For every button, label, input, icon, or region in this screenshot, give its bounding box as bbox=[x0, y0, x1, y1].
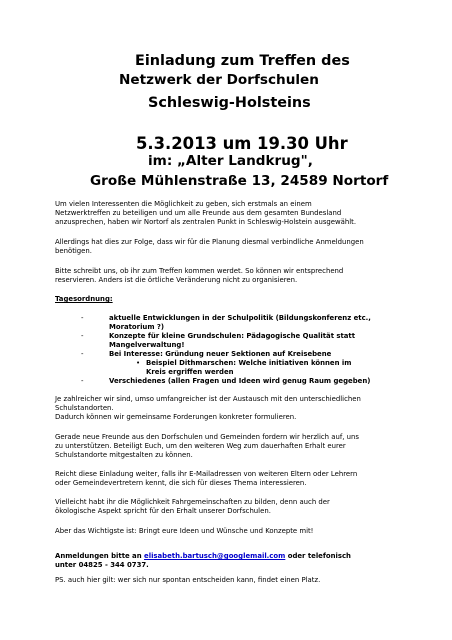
body-p5-line1: Gerade neue Freunde aus den Dorfschulen und Gemeinden fordern wir herzlich auf, uns bbox=[55, 433, 359, 441]
intro-p3-line1: Bitte schreibt uns, ob ihr zum Treffen kommen werdet. So können wir entsprechend bbox=[55, 267, 344, 275]
intro-p1-line1: Um vielen Interessenten die Möglichkeit zu geben, sich erstmals an einem bbox=[55, 200, 312, 208]
registration-line2: unter 04825 - 344 0737. bbox=[55, 561, 149, 569]
title-line-3: Schleswig-Holsteins bbox=[148, 95, 311, 111]
agenda-dash-3: - bbox=[81, 350, 84, 358]
body-p7-line1: Vielleicht habt ihr die Möglichkeit Fahrgemeinschaften zu bilden, denn auch der bbox=[55, 498, 330, 506]
intro-p2-line2: benötigen. bbox=[55, 247, 92, 255]
agenda-heading: Tagesordnung: bbox=[55, 295, 113, 303]
agenda-item-2-line2: Mangelverwaltung! bbox=[109, 341, 185, 349]
ps-note: PS. auch hier gilt: wer sich nur spontan entscheiden kann, findet einen Platz. bbox=[55, 576, 321, 584]
intro-p1-line2: Netzwerktreffen zu beteiligen und um alle Freunde aus dem gesamten Bundesland bbox=[55, 209, 342, 217]
agenda-item-2-line1: Konzepte für kleine Grundschulen: Pädagogische Qualität statt bbox=[109, 332, 356, 340]
intro-p2-line1: Allerdings hat dies zur Folge, dass wir für die Planung diesmal verbindliche Anmeldungen bbox=[55, 238, 364, 246]
body-p7-line2: ökologische Aspekt spricht für den Erhalt unserer Dorfschulen. bbox=[55, 507, 271, 515]
body-p5-line3: Schulstandorte mitgestalten zu können. bbox=[55, 451, 193, 459]
intro-p1-line3: anzusprechen, haben wir Nortorf als zentralen Punkt in Schleswig-Holstein ausgewählt. bbox=[55, 218, 357, 226]
body-p4-line1: Je zahlreicher wir sind, umso umfangreicher ist der Austausch mit den unterschiedlichen bbox=[55, 395, 361, 403]
agenda-sub-bullet: • bbox=[136, 359, 141, 367]
body-p4-line3: Dadurch können wir gemeinsame Forderungen konkreter formulieren. bbox=[55, 413, 297, 421]
body-p4-line2: Schulstandorten. bbox=[55, 404, 114, 412]
body-p8: Aber das Wichtigste ist: Bringt eure Ideen und Wünsche und Konzepte mit! bbox=[55, 527, 314, 535]
body-p6-line2: oder Gemeindevertretern kennt, die sich für dieses Thema interessieren. bbox=[55, 479, 307, 487]
date-time: 5.3.2013 um 19.30 Uhr bbox=[136, 134, 348, 153]
agenda-dash-2: - bbox=[81, 332, 84, 340]
registration-prefix: Anmeldungen bitte an bbox=[55, 552, 145, 560]
email-link[interactable]: elisabeth.bartusch@googlemail.com bbox=[144, 552, 286, 560]
body-p6-line1: Reicht diese Einladung weiter, falls ihr E-Mailadressen von weiteren Eltern oder Lehrern bbox=[55, 470, 358, 478]
agenda-sub-item-line2: Kreis ergriffen werden bbox=[146, 368, 234, 376]
title-line-2: Netzwerk der Dorfschulen bbox=[119, 72, 319, 88]
registration-suffix: oder telefonisch bbox=[285, 552, 351, 560]
address: Große Mühlenstraße 13, 24589 Nortorf bbox=[90, 173, 389, 189]
agenda-dash-1: - bbox=[81, 314, 84, 322]
agenda-item-3: Bei Interesse: Gründung neuer Sektionen auf Kreisebene bbox=[109, 350, 332, 358]
agenda-item-1-line2: Moratorium ?) bbox=[109, 323, 165, 331]
agenda-item-1-line1: aktuelle Entwicklungen in der Schulpolitik (Bildungskonferenz etc., bbox=[109, 314, 371, 322]
intro-p3-line2: reservieren. Anders ist die örtliche Veränderung nicht zu organisieren. bbox=[55, 276, 298, 284]
agenda-item-4: Verschiedenes (allen Fragen und Ideen wird genug Raum gegeben) bbox=[109, 377, 371, 385]
title-line-1: Einladung zum Treffen des bbox=[135, 53, 350, 69]
body-p5-line2: zu unterstützen. Beteiligt Euch, um den weiteren Weg zum dauerhaften Erhalt eurer bbox=[55, 442, 346, 450]
agenda-sub-item-line1: Beispiel Dithmarschen: Welche initiativen können im bbox=[146, 359, 352, 367]
venue: im: „Alter Landkrug", bbox=[148, 153, 313, 169]
agenda-dash-4: - bbox=[81, 377, 84, 385]
